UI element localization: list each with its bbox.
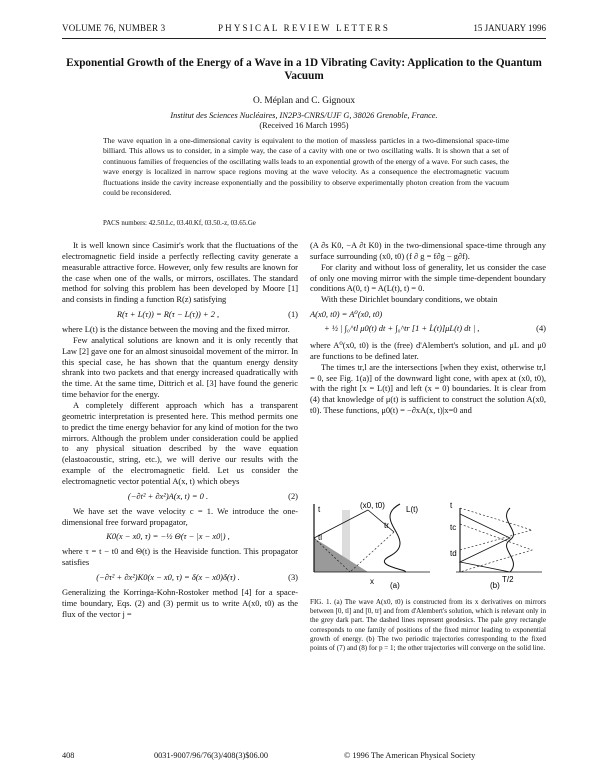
left-column bbox=[62, 240, 298, 620]
figure-caption: FIG. 1. (a) The wave A(x0, t0) is constructed from its x derivatives on mirrors between [0, tl] and [0, tr] and from d'Alembert's solution, which is relevant only in the grey dark part. The dashed lines represent geodesics. The pale grey rectangle corresponds to one family of positions of the fixed mirror leading to exponential growth of energy. (b) The two periodic trajectories corresponding to the fixed points of (7) and (8) for p = 1; the other trajectories will converge on the solid line. bbox=[310, 598, 546, 653]
equation-number: (4) bbox=[536, 323, 546, 334]
equation-1 bbox=[62, 308, 298, 322]
paragraph: We have set the wave velocity c = 1. We introduce the one-dimensional free forward propagator, bbox=[62, 505, 298, 527]
td-label: td bbox=[450, 549, 457, 558]
paragraph: where L(t) is the distance between the moving and the fixed mirror. bbox=[62, 324, 290, 335]
tr-label: tr bbox=[384, 521, 389, 530]
period-label: T/2 bbox=[502, 575, 514, 584]
equation-line-1: A(x0, t0) = A⁰(x0, t0) bbox=[310, 309, 383, 320]
tl-label: tl bbox=[318, 533, 322, 542]
paragraph: (A ∂s K0, −A ∂t K0) in the two-dimensional space-time through any surface surrounding (x0, t0) (f ∂ g = f∂g − g∂f). bbox=[310, 240, 546, 261]
equation-expression: R(τ + L(τ)) = R(τ − L(τ)) + 2 , bbox=[116, 309, 220, 320]
running-header bbox=[62, 23, 546, 37]
abstract: The wave equation in a one-dimensional cavity is equivalent to the motion of massless particles in a two-dimensional space-time billiard. This allows us to consider, in a simple way, the case of a cavity with one or two oscillating walls. It is shown that a set of continuous families of frequencies of the oscillating walls leads to an exponential growth of the energy of a wave. For such cases, the wave energy is localized in narrow space regions moving at the wave velocity. As a consequence the electromagnetic vacuum fluctuations inside the cavity increase exponentially and the possibility to observe experimentally photon creation from the vacuum could be reconsidered. bbox=[103, 136, 509, 198]
t-axis-label: t bbox=[318, 505, 321, 514]
equation-2 bbox=[62, 490, 298, 504]
authors: O. Méplan and C. Gignoux bbox=[252, 96, 356, 106]
apex-label: (x0, t0) bbox=[360, 501, 385, 510]
volume-number: VOLUME 76, NUMBER 3 bbox=[62, 23, 166, 33]
x-axis-label: x bbox=[370, 577, 374, 586]
paragraph: where A⁰(x0, t0) is the (free) d'Alembert's solution, and μL and μ0 are functions to be defined later. bbox=[310, 340, 546, 361]
paragraph: Few analytical solutions are known and it is only recently that Law [2] gave one for an almost sinusoidal movement of the mirror. In this special case, he has shown that the quantum energy density shrank into two packets and that energy increased quadratically with the time. At the same time, Dittrich et al. [3] have found the generic time behavior for the energy. bbox=[62, 334, 298, 400]
figure-1 bbox=[310, 500, 546, 590]
copyright: © 1996 The American Physical Society bbox=[344, 751, 476, 760]
equation-line-2: + ½ | ∫₀^tl μ0(t) dt + ∫₀^tr [1 + L̇(t)]μL(t) dt | , bbox=[324, 323, 480, 334]
paper-title: Exponential Growth of the Energy of a Wave in a 1D Vibrating Cavity: Application to the Quantum Vacuum bbox=[66, 57, 542, 82]
panel-b-label: (b) bbox=[490, 581, 500, 590]
right-column bbox=[310, 240, 546, 416]
equation-number: (2) bbox=[288, 490, 298, 501]
paragraph: Generalizing the Korringa-Kohn-Rostoker method [4] for a space-time boundary, Eqs. (2) and (3) permit us to write A(x0, t0) as the flux of the vector j = bbox=[62, 587, 298, 619]
paragraph: It is well known since Casimir's work that the fluctuations of the electromagnetic field inside a perfectly reflecting cavity generate a measurable attractive force. However, only few results are known for the case when one of the walls, or mirrors, oscillates. The standard method for solving this problem has been developed by Moore [1] and consists in finding a function R(z) satisfying bbox=[62, 240, 298, 305]
oscillating-mirror bbox=[507, 508, 514, 572]
equation-propagator bbox=[62, 530, 298, 544]
paragraph: The times tr,l are the intersections [when they exist, otherwise tr,l = 0, see Fig. 1(a)] of the downward light cone, with apex at (x0, t0), with the right [x = L(t)] and left (x = 0) boundaries. It is clear from (4) that knowledge of μ(t) is sufficient to construct the solution A(x0, t0). These functions, μ0(t) = −∂xA(x, t)|x=0 and bbox=[310, 361, 546, 416]
tc-label: tc bbox=[450, 523, 457, 532]
equation-4 bbox=[310, 308, 546, 338]
pacs-numbers: PACS numbers: 42.50.Lc, 03.40.Kf, 03.50.-z, 03.65.Ge bbox=[103, 220, 256, 227]
mirror-label: L(t) bbox=[406, 505, 418, 514]
equation-3 bbox=[62, 571, 298, 585]
b-t-label: t bbox=[450, 501, 453, 510]
paragraph: With these Dirichlet boundary conditions, we obtain bbox=[321, 294, 498, 305]
equation-expression: (−∂τ² + ∂x²)K0(x − x0, τ) = δ(x − x0)δ(τ) . bbox=[96, 572, 240, 583]
affiliation: Institut des Sciences Nucléaires, IN2P3-CNRS/UJF G, 38026 Grenoble, France. bbox=[170, 111, 438, 120]
paragraph: For clarity and without loss of generality, let us consider the case of only one moving mirror with the simple time-dependent boundary conditions A(0, t) = A(L(t), t) = 0. bbox=[310, 261, 546, 294]
equation-number: (3) bbox=[288, 572, 298, 583]
issue-date: 15 JANUARY 1996 bbox=[473, 23, 546, 33]
light-cone-left bbox=[314, 510, 368, 538]
journal-name: PHYSICAL REVIEW LETTERS bbox=[217, 23, 391, 33]
grey-dark-region bbox=[314, 538, 368, 572]
header-rule bbox=[62, 38, 546, 39]
paragraph: where τ = t − t0 and Θ(t) is the Heaviside function. This propagator satisfies bbox=[62, 546, 298, 568]
trajectory-dashed bbox=[460, 508, 532, 550]
equation-expression: K0(x − x0, τ) = −½ Θ(τ − |x − x0|) , bbox=[106, 531, 230, 542]
article-code: 0031-9007/96/76(3)/408(3)$06.00 bbox=[154, 751, 269, 760]
panel-a-label: (a) bbox=[390, 581, 400, 590]
equation-expression: (−∂t² + ∂x²)A(x, t) = 0 . bbox=[127, 490, 209, 501]
page-number: 408 bbox=[62, 751, 75, 760]
received-date: (Received 16 March 1995) bbox=[259, 121, 349, 130]
paragraph: A completely different approach which has a transparent geometric interpretation is presented here. This method permits one to predict the time energy behavior for any kind of motion for the two mirrors. Although the problem under consideration could be applied to any physical situation described by the wave equation (elastoacoustic, string, etc.), we will derive our results with the example of the electromagnetic field. Let us consider the electromagnetic vector potential A(x, t) which obeys bbox=[62, 399, 298, 486]
equation-number: (1) bbox=[288, 309, 298, 320]
page-footer bbox=[62, 751, 546, 763]
